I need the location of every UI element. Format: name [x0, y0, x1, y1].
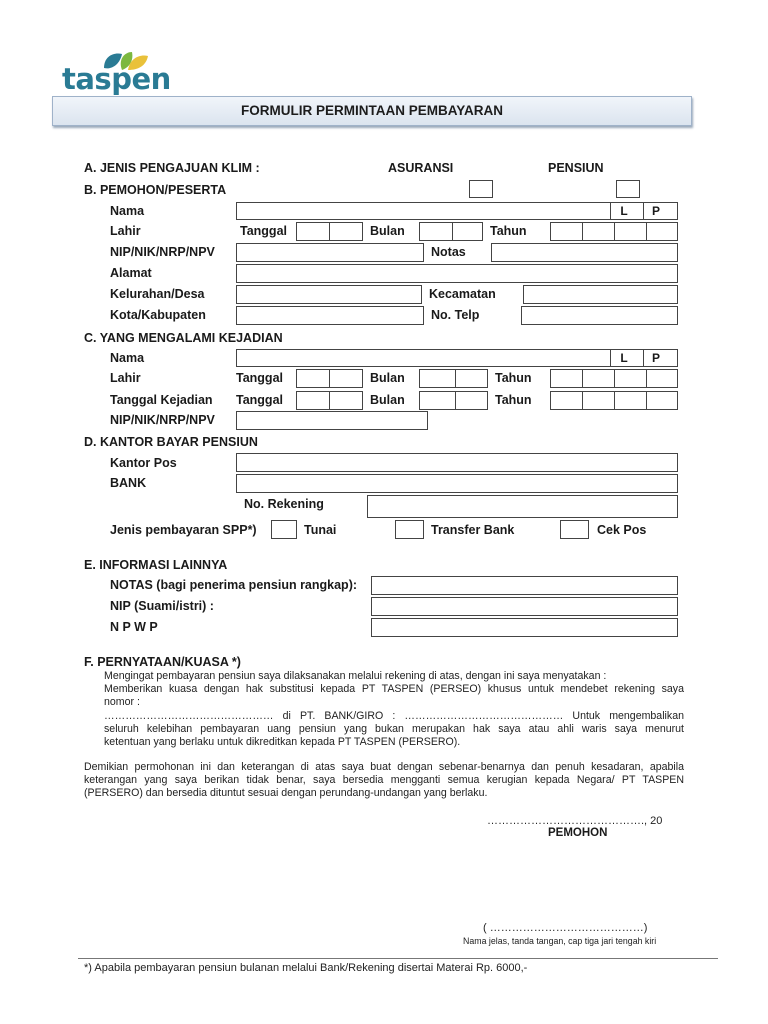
f-paragraph-2b: nomor :: [104, 696, 140, 708]
d-transfer-checkbox[interactable]: [395, 520, 424, 539]
section-c-label: C. YANG MENGALAMI KEJADIAN: [84, 331, 283, 345]
b-nip-field[interactable]: [236, 243, 424, 262]
c-lahir-label: Lahir: [110, 371, 141, 385]
b-bulan-digit-1[interactable]: [419, 222, 453, 241]
b-kelurahan-field[interactable]: [236, 285, 422, 304]
b-tahun-digit-3[interactable]: [614, 222, 647, 241]
signature-name: ( ……………………………………): [483, 922, 648, 934]
b-kota-label: Kota/Kabupaten: [110, 308, 206, 322]
c-tahun-label: Tahun: [495, 371, 532, 385]
section-f-label: F. PERNYATAAN/KUASA *): [84, 655, 241, 669]
b-tahun-label: Tahun: [490, 224, 527, 238]
c-kejadian-tanggal-digit-2[interactable]: [329, 391, 363, 410]
f-paragraph-3b: seluruh kelebihan pembayaran uang pensiun yang bukan merupakan hak saya atau ahli waris saya menurut: [104, 723, 684, 735]
footnote: *) Apabila pembayaran pensiun bulanan melalui Bank/Rekening disertai Materai Rp. 6000,-: [84, 962, 528, 974]
f-paragraph-1: Mengingat pembayaran pensiun saya dilaksanakan melalui rekening di atas, dengan ini saya menyatakan :: [104, 670, 607, 682]
footnote-divider: [78, 958, 718, 959]
b-tanggal-digit-1[interactable]: [296, 222, 330, 241]
d-jenis-label: Jenis pembayaran SPP*): [110, 523, 257, 537]
b-tanggal-digit-2[interactable]: [329, 222, 363, 241]
d-kantor-pos-field[interactable]: [236, 453, 678, 472]
c-gender-l-label: L: [620, 351, 628, 365]
c-tanggal-label: Tanggal: [236, 371, 283, 385]
b-kota-field[interactable]: [236, 306, 424, 325]
declaration-line-3: (PERSERO) dan bersedia dituntut sesuai dengan perundang-undangan yang berlaku.: [84, 787, 488, 799]
d-tunai-checkbox[interactable]: [271, 520, 297, 539]
f-paragraph-3c: ketentuan yang berlaku untuk dikreditkan kepada PT TASPEN (PERSERO).: [104, 736, 461, 748]
logo-text: taspen: [62, 62, 171, 96]
c-nip-field[interactable]: [236, 411, 428, 430]
c-bulan-digit-2[interactable]: [455, 369, 488, 388]
b-tahun-digit-4[interactable]: [646, 222, 678, 241]
section-a-label: A. JENIS PENGAJUAN KLIM :: [84, 161, 260, 175]
b-telp-label: No. Telp: [431, 308, 480, 322]
b-notas-label: Notas: [431, 245, 466, 259]
c-tanggal2-label: Tanggal: [236, 393, 283, 407]
c-kejadian-bulan-digit-2[interactable]: [455, 391, 488, 410]
b-nama-label: Nama: [110, 204, 145, 218]
declaration-line-2: keterangan yang saya berikan tidak benar, saya bersedia mengganti semua kerugian kepada Negara/ PT TASPEN: [84, 774, 684, 786]
section-e-label: E. INFORMASI LAINNYA: [84, 558, 228, 572]
d-cekpos-checkbox[interactable]: [560, 520, 589, 539]
b-nip-label: NIP/NIK/NRP/NPV: [110, 245, 215, 259]
signature-date: ……………………………………., 20: [487, 815, 663, 827]
form-title: FORMULIR PERMINTAAN PEMBAYARAN: [240, 103, 503, 118]
c-tahun-digit-4[interactable]: [646, 369, 678, 388]
b-gender-l-label: L: [620, 204, 628, 218]
taspen-logo: [60, 50, 170, 100]
d-tunai-label: Tunai: [304, 523, 337, 537]
c-kejadian-tahun-digit-4[interactable]: [646, 391, 678, 410]
e-nip-field[interactable]: [371, 597, 678, 616]
e-nip-label: NIP (Suami/istri) :: [110, 599, 214, 613]
b-kelurahan-label: Kelurahan/Desa: [110, 287, 205, 301]
c-kejadian-tahun-digit-3[interactable]: [614, 391, 647, 410]
b-tahun-digit-1[interactable]: [550, 222, 583, 241]
e-npwp-field[interactable]: [371, 618, 678, 637]
c-tahun2-label: Tahun: [495, 393, 532, 407]
b-gender-p-label: P: [651, 204, 660, 218]
f-paragraph-2a: Memberikan kuasa dengan hak substitusi kepada PT TASPEN (PERSEO) khusus untuk mendebet rekening saya: [104, 683, 684, 695]
c-tahun-digit-1[interactable]: [550, 369, 583, 388]
c-bulan-label: Bulan: [370, 371, 405, 385]
c-tahun-digit-2[interactable]: [582, 369, 615, 388]
e-npwp-label: N P W P: [110, 620, 158, 634]
b-telp-field[interactable]: [521, 306, 678, 325]
d-kantor-pos-label: Kantor Pos: [110, 456, 177, 470]
b-tanggal-label: Tanggal: [240, 224, 287, 238]
b-tahun-digit-2[interactable]: [582, 222, 615, 241]
c-tgl-kejadian-label: Tanggal Kejadian: [110, 393, 213, 407]
c-gender-p-label: P: [651, 351, 660, 365]
c-bulan2-label: Bulan: [370, 393, 405, 407]
e-notas-field[interactable]: [371, 576, 678, 595]
option-pensiun-label: PENSIUN: [548, 161, 604, 175]
d-bank-label: BANK: [110, 476, 147, 490]
signature-pemohon: PEMOHON: [548, 827, 608, 839]
b-kecamatan-label: Kecamatan: [429, 287, 496, 301]
form-title-banner: [52, 96, 692, 126]
b-bulan-label: Bulan: [370, 224, 405, 238]
d-cekpos-label: Cek Pos: [597, 523, 647, 537]
declaration-line-1: Demikian permohonan ini dan keterangan di atas saya buat dengan sebenar-benarnya dan penuh kesadaran, apabila: [84, 761, 684, 773]
signature-note: Nama jelas, tanda tangan, cap tiga jari tengah kiri: [463, 936, 657, 946]
c-nama-label: Nama: [110, 351, 145, 365]
e-notas-label: NOTAS (bagi penerima pensiun rangkap):: [110, 578, 358, 592]
d-rekening-label: No. Rekening: [244, 497, 324, 511]
option-asuransi-label: ASURANSI: [388, 161, 454, 175]
c-tahun-digit-3[interactable]: [614, 369, 647, 388]
b-alamat-field[interactable]: [236, 264, 678, 283]
b-lahir-label: Lahir: [110, 224, 141, 238]
c-kejadian-tahun-digit-2[interactable]: [582, 391, 615, 410]
d-rekening-field[interactable]: [367, 495, 678, 518]
section-b-label: B. PEMOHON/PESERTA: [84, 183, 227, 197]
c-kejadian-bulan-digit-1[interactable]: [419, 391, 456, 410]
f-paragraph-3a: ………………………………………… di PT. BANK/GIRO : ……………………………………… Untuk mengembalikan: [104, 710, 684, 722]
b-bulan-digit-2[interactable]: [452, 222, 483, 241]
d-transfer-label: Transfer Bank: [431, 523, 515, 537]
c-kejadian-tanggal-digit-1[interactable]: [296, 391, 330, 410]
b-alamat-label: Alamat: [110, 266, 152, 280]
c-nip-label: NIP/NIK/NRP/NPV: [110, 413, 215, 427]
c-tanggal-digit-1[interactable]: [296, 369, 330, 388]
section-d-label: D. KANTOR BAYAR PENSIUN: [84, 435, 258, 449]
pensiun-checkbox[interactable]: [616, 180, 640, 198]
c-bulan-digit-1[interactable]: [419, 369, 456, 388]
d-bank-field[interactable]: [236, 474, 678, 493]
c-kejadian-tahun-digit-1[interactable]: [550, 391, 583, 410]
asuransi-checkbox[interactable]: [469, 180, 493, 198]
c-tanggal-digit-2[interactable]: [329, 369, 363, 388]
b-notas-field[interactable]: [491, 243, 678, 262]
b-kecamatan-field[interactable]: [523, 285, 678, 304]
